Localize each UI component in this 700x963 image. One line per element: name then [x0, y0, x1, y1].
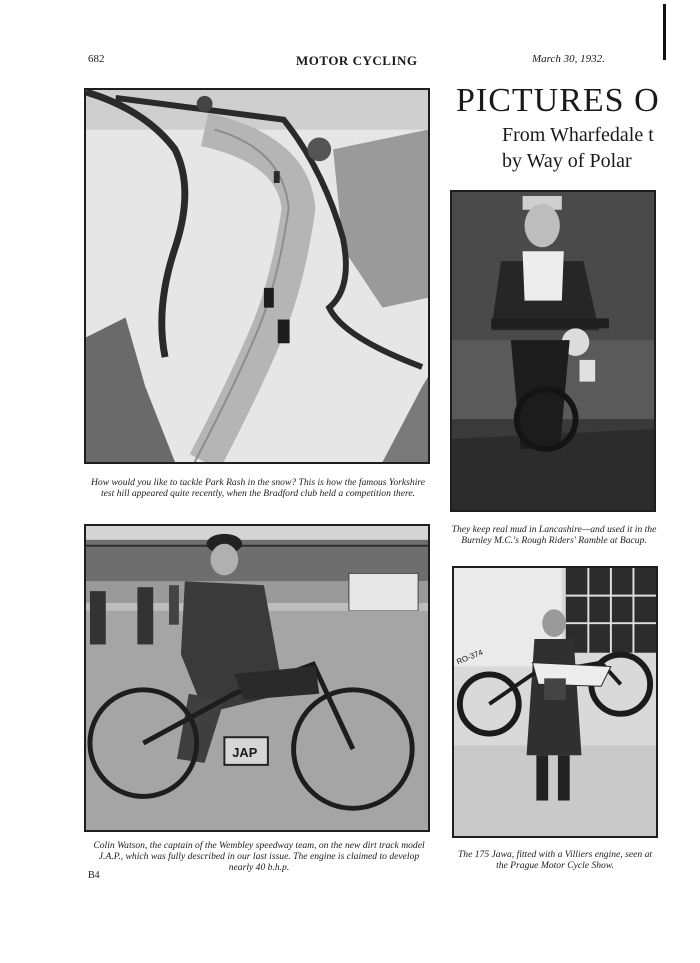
lancashire-caption-line3: Ramble at Bacup.: [578, 535, 647, 546]
colin-watson-caption-line3: engine is claimed to develop nearly 40 b.h.p.: [228, 851, 420, 873]
headline-subtitle-line1: From Wharfedale t: [502, 124, 654, 146]
lancashire-caption: [450, 524, 658, 546]
jawa-caption: [452, 849, 658, 871]
scan-edge-line: [663, 4, 666, 60]
jawa-caption-line1: The 175 Jawa, fitted with a Villiers engine,: [457, 849, 623, 860]
headline-title: PICTURES O: [456, 82, 660, 119]
park-rash-caption-line2: famous Yorkshire test hill appeared quite recently, when the Bradford: [100, 477, 426, 499]
page-signature: B4: [88, 870, 100, 881]
lancashire-caption-line2: used it in the Burnley M.C.'s Rough Riders': [461, 524, 657, 546]
park-rash-caption-line3: club held a competition there.: [300, 488, 416, 499]
magazine-title: MOTOR CYCLING: [296, 53, 418, 68]
lancashire-rider-photo: [450, 190, 656, 512]
colin-watson-caption-line2: dirt track model J.A.P., which was fully described in our last issue. The: [98, 840, 425, 862]
issue-date: March 30, 1932.: [532, 53, 605, 65]
page-number: 682: [88, 53, 105, 65]
jap-tank-lettering: JAP: [232, 744, 258, 760]
jawa-number-plate: RO-374: [455, 647, 485, 667]
park-rash-caption-line1: How would you like to tackle Park Rash in the snow? This is how the: [90, 477, 357, 488]
colin-watson-photo: [84, 524, 430, 832]
colin-watson-caption: [86, 840, 432, 873]
park-rash-photo: [84, 88, 430, 464]
jawa-photo: [452, 566, 658, 838]
headline-subtitle-line2: by Way of Polar: [502, 150, 632, 172]
jawa-caption-line2: seen at the Prague Motor Cycle Show.: [496, 849, 653, 871]
lancashire-caption-line1: They keep real mud in Lancashire—and: [451, 524, 605, 535]
park-rash-caption: [86, 477, 430, 499]
colin-watson-caption-line1: Colin Watson, the captain of the Wembley speedway team, on the new: [93, 840, 361, 851]
